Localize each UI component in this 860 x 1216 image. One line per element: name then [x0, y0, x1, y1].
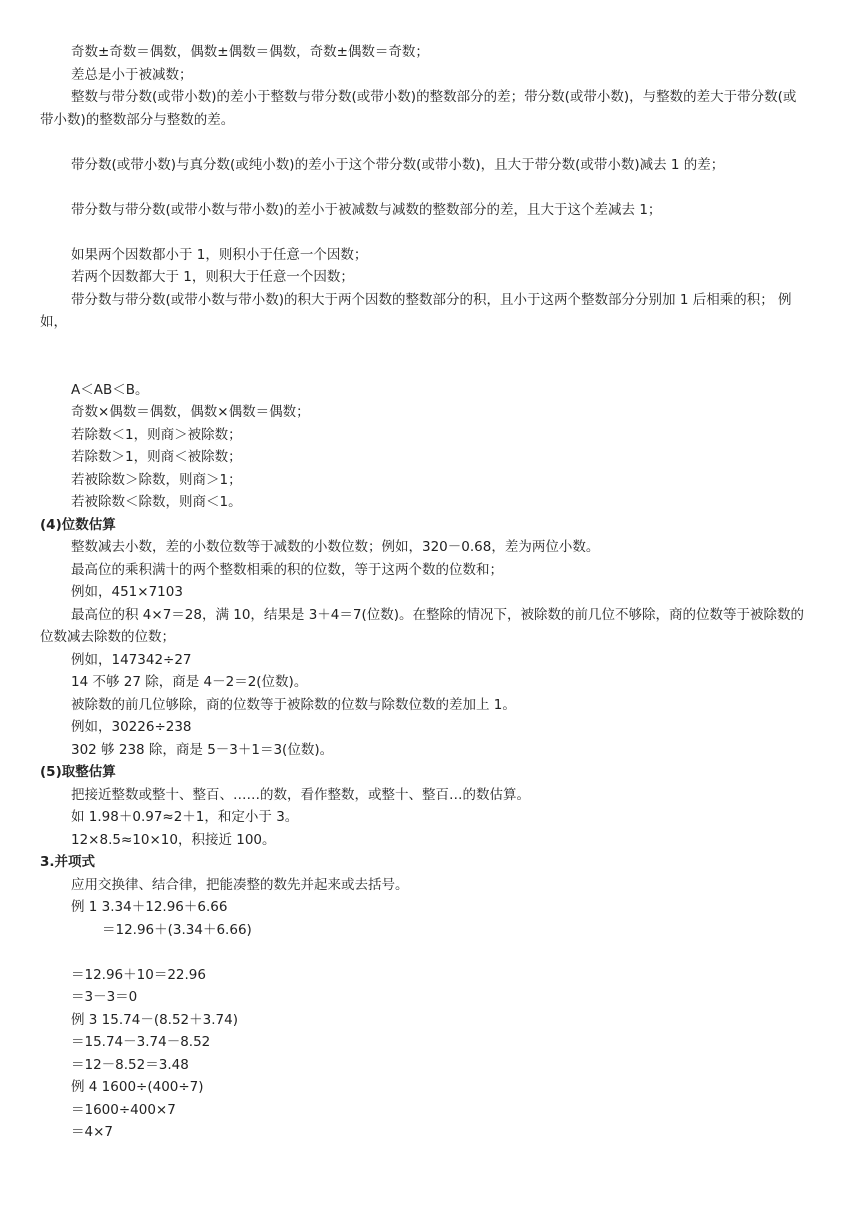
section-heading: 3.并项式: [40, 854, 96, 870]
text-line: 带分数与带分数(或带小数与带小数)的差小于被减数与减数的整数部分的差，且大于这个差减去 1；: [71, 201, 662, 218]
spacer: [40, 131, 808, 154]
text-line: 例如，451×7103: [71, 584, 183, 600]
text-line: 例如，30226÷238: [71, 719, 192, 735]
text-line: 应用交换律、结合律，把能凑整的数先并起来或去括号。: [71, 876, 409, 893]
text-line: ＝12－8.52＝3.48: [71, 1056, 189, 1073]
text-line: 带分数(或带小数)与真分数(或纯小数)的差小于这个带分数(或带小数)，且大于带分数(或带小数)减去 1 的差；: [71, 156, 725, 173]
text-line: ＝3－3＝0: [71, 989, 138, 1005]
text-line: 若被除数＜除数，则商＜1。: [71, 494, 242, 510]
text-line: 整数减去小数，差的小数位数等于减数的小数位数；例如，320－0.68，差为两位小数。: [71, 539, 600, 555]
text-line: 若被除数＞除数，则商＞1；: [71, 471, 242, 488]
text-line: 把接近整数或整十、整百、……的数，看作整数，或整十、整百…的数估算。: [71, 786, 530, 803]
text-line: 奇数×偶数＝偶数，偶数×偶数＝偶数；: [71, 404, 310, 420]
text-line: 若除数＜1，则商＞被除数；: [71, 426, 242, 443]
text-line: 最高位的乘积满十的两个整数相乘的积的位数，等于这两个数的位数和；: [71, 561, 503, 578]
text-line: 302 够 238 除，商是 5－3＋1＝3(位数)。: [71, 741, 334, 758]
text-line: 例 1 3.34＋12.96＋6.66: [71, 899, 228, 915]
text-line: ＝15.74－3.74－8.52: [71, 1034, 211, 1050]
spacer: [40, 176, 808, 199]
text-line: 如 1.98＋0.97≈2＋1，和定小于 3。: [71, 809, 299, 825]
text-line: ＝12.96＋(3.34＋6.66): [102, 921, 252, 938]
document-page: [40, 41, 808, 1144]
text-line: 若除数＞1，则商＜被除数；: [71, 449, 242, 465]
spacer: [40, 941, 808, 964]
spacer: [40, 334, 808, 379]
text-line: 例 3 15.74－(8.52＋3.74): [71, 1011, 238, 1028]
text-line: 如果两个因数都小于 1，则积小于任意一个因数；: [71, 246, 368, 263]
section-heading: (4)位数估算: [40, 516, 116, 533]
text-line: 差总是小于被减数；: [71, 66, 193, 83]
text-line: ＝12.96＋10＝22.96: [71, 966, 206, 983]
text-paragraph: 整数与带分数(或带小数)的差小于整数与带分数(或带小数)的整数部分的差；带分数(或带小数)，与整数的差大于带分数(或带小数)的整数部分与整数的差。: [40, 89, 797, 128]
text-line: ＝1600÷400×7: [71, 1101, 176, 1118]
text-line: 14 不够 27 除，商是 4－2＝2(位数)。: [71, 674, 308, 690]
text-line: ＝4×7: [71, 1124, 113, 1140]
text-line: 被除数的前几位够除，商的位数等于被除数的位数与除数位数的差加上 1。: [71, 696, 516, 713]
text-line: 12×8.5≈10×10，积接近 100。: [71, 831, 276, 848]
spacer: [40, 221, 808, 244]
text-paragraph: 带分数与带分数(或带小数与带小数)的积大于两个因数的整数部分的积，且小于这两个整数部分分别加 1 后相乘的积； 例如，: [40, 291, 792, 330]
text-line: 例如，147342÷27: [71, 651, 192, 668]
text-paragraph: 最高位的积 4×7＝28，满 10，结果是 3＋4＝7(位数)。在整除的情况下，被除数的前几位不够除，商的位数等于被除数的位数减去除数的位数；: [40, 606, 805, 645]
text-line: 若两个因数都大于 1，则积大于任意一个因数；: [71, 269, 354, 285]
text-line: 奇数±奇数＝偶数，偶数±偶数＝偶数，奇数±偶数＝奇数；: [71, 44, 429, 60]
section-heading: (5)取整估算: [40, 764, 116, 780]
text-line: 例 4 1600÷(400÷7): [71, 1079, 204, 1095]
text-line: A＜AB＜B。: [71, 381, 149, 398]
